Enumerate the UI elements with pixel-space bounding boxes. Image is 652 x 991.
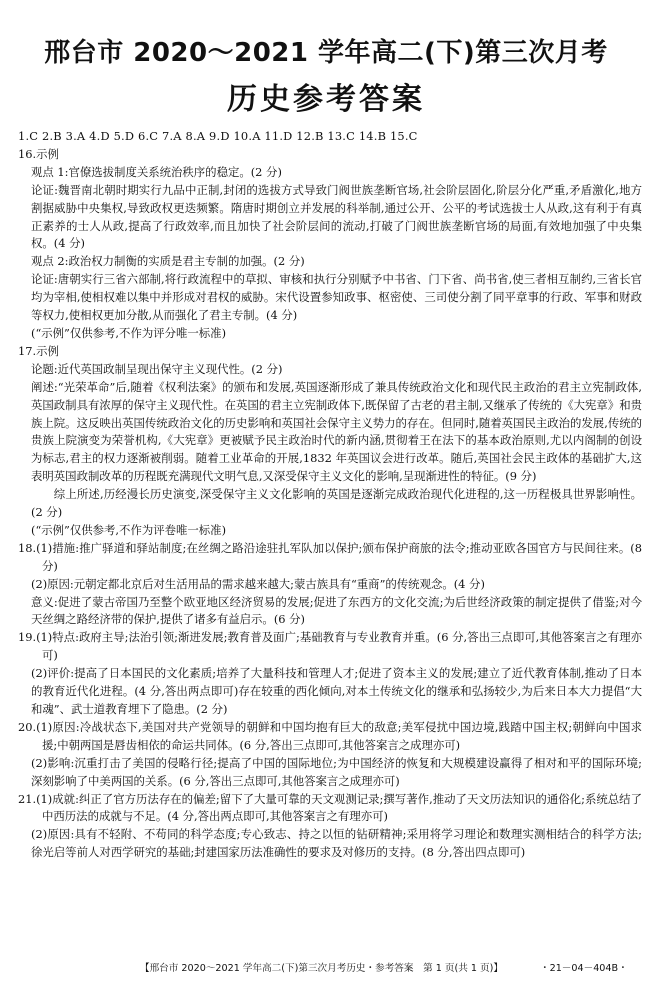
question-16-note: (“示例”仅供参考,不作为评分唯一标准): [31, 325, 227, 340]
question-17-number: 17.示例: [18, 343, 59, 358]
question-16-argument-2: 论证:唐朝实行三省六部制,将行政流程中的草拟、审核和执行分别赋予中书省、门下省、尚书省,使三者相互制约,三省长官均为宰相,使相权难以集中并形成对君权的威胁。宋代设置参知政事、枢密使、三司使分割了同平章事的行政、军事和财政等权力,使相权更加分散,从而强化了君主专制。(4 分): [31, 272, 642, 323]
choice-answers: 1.C 2.B 3.A 4.D 5.D 6.C 7.A 8.A 9.D 10.A 11.D 12.B 13.C 14.B 15.C: [18, 129, 418, 143]
question-16-view-1: 观点 1:官僚选拔制度关系统治秩序的稳定。(2 分): [31, 164, 282, 179]
question-17-conclusion: 综上所述,历经漫长历史演变,深受保守主义文化影响的英国是逐渐完成政治现代化进程的,这一历程极具世界影响性。(2 分): [31, 487, 642, 520]
page-subtitle: 历史参考答案: [227, 82, 425, 117]
question-16-view-2: 观点 2:政治权力制衡的实质是君主专制的加强。(2 分): [31, 254, 305, 269]
question-19: [18, 629, 642, 719]
question-20-part-1: 20.(1)原因:冷战状态下,美国对共产党领导的朝鲜和中国均抱有巨大的敌意;美军侵扰中国边境,践踏中国主权;朝鲜向中国求援;中朝两国是唇齿相依的命运共同体。(6 分,答出三点即可,其他答案言之成理亦可): [18, 719, 642, 752]
answer-body: [18, 128, 642, 862]
question-16-number: 16.示例: [18, 146, 59, 161]
page-title: 邢台市 2020～2021 学年高二(下)第三次月考: [44, 38, 608, 68]
question-19-part-2: (2)评价:提高了日本国民的文化素质;培养了大量科技和管理人才;促进了资本主义的发展;建立了近代教育体制,推动了日本的教育近代化进程。(4 分,答出两点即可)存在较重的西化倾向,对本土传统文化的继承和弘扬较少,为后来日本大力提倡“大和魂”、武士道教育埋下了隐患。(2 分): [31, 666, 642, 716]
question-16: [18, 146, 642, 343]
question-21-part-1: 21.(1)成就:纠正了官方历法存在的偏差;留下了大量可靠的天文观测记录;撰写著作,推动了天文历法知识的通俗化;系统总结了中西历法的成就与不足。(4 分,答出两点即可,其他答案言之有理亦可): [18, 791, 642, 824]
question-17: [18, 343, 642, 540]
question-21: [18, 791, 642, 863]
question-20: [18, 719, 642, 791]
question-19-part-1: 19.(1)特点:政府主导;法治引领;渐进发展;教育普及面广;基础教育与专业教育并重。(6 分,答出三点即可,其他答案言之有理亦可): [18, 630, 642, 663]
question-18-part-2-significance: 意义:促进了蒙古帝国乃至整个欧亚地区经济贸易的发展;促进了东西方的文化交流;为后世经济政策的制定提供了借鉴;对今天丝绸之路经济带的保护,提供了诸多有益启示。(6 分): [31, 594, 642, 627]
question-17-thesis: 论题:近代英国政制呈现出保守主义现代性。(2 分): [31, 361, 283, 376]
question-17-elaboration: 阐述:“光荣革命”后,随着《权利法案》的颁布和发展,英国逐渐形成了兼具传统政治文化和现代民主政治的君主立宪制政体,英国政制具有浓厚的保守主义现代性。在英国的君主立宪制政体下,既保留了古老的君主制,又继承了传统的《大宪章》和贵族上院。这反映出英国传统政治文化的历史影响和英国社会保守主义势力的存在。但同时,随着英国民主政治的发展,传统的贵族上院演变为荣誉机构,《大宪章》更被赋予民主政治时代的新内涵,贯彻着王在法下的基本政治原则,尤以内阁制的创设为标志,君主的权力逐渐被削弱。随着工业革命的开展,1832 年英国议会进行改革。随后,英国社会民主政体的基础扩大,这表明英国政制改革的历程既充满现代文明气息,又深受保守主义文化的影响,呈现渐进性的特征。(9 分): [31, 379, 642, 484]
question-21-part-2: (2)原因:具有不轻附、不苟同的科学态度;专心致志、持之以恒的钻研精神;采用将学习理论和数理实测相结合的科学方法;徐光启等前人对西学研究的基础;封建国家历法准确性的要求及对修历的支持。(8 分,答出四点即可): [31, 827, 642, 860]
question-17-note: (“示例”仅供参考,不作为评卷唯一标准): [31, 522, 227, 537]
question-18-part-2-reason: (2)原因:元朝定都北京后对生活用品的需求越来越大;蒙古族具有“重商”的传统观念。(4 分): [31, 576, 485, 591]
footer-code: ・21－04－404B・: [540, 963, 628, 974]
question-18-part-1: 18.(1)措施:推广驿道和驿站制度;在丝绸之路沿途驻扎军队加以保护;颁布保护商旅的法令;推动亚欧各国官方与民间往来。(8 分): [18, 540, 642, 573]
footer-page-info: 【邢台市 2020～2021 学年高二(下)第三次月考历史・参考答案 第 1 页(共 1 页)】: [140, 963, 503, 974]
question-18: [18, 540, 642, 630]
question-16-argument-1: 论证:魏晋南北朝时期实行九品中正制,封闭的选拔方式导致门阀世族垄断官场,社会阶层固化,阶层分化严重,矛盾激化,地方割据威胁中央集权,导致政权更迭频繁。隋唐时期创立并发展的科举制,通过公开、公平的考试选拔士人从政,这有利于有真正素养的士人从政,提高了行政效率,而且加快了社会阶层间的流动,打破了门阀世族垄断官场的局面,有效地加强了中央集权。(4 分): [31, 182, 642, 251]
question-20-part-2: (2)影响:沉重打击了美国的侵略行径;提高了中国的国际地位;为中国经济的恢复和大规模建设赢得了相对和平的国际环境;深刻影响了中美两国的关系。(6 分,答出三点即可,其他答案言之成理亦可): [31, 755, 642, 788]
